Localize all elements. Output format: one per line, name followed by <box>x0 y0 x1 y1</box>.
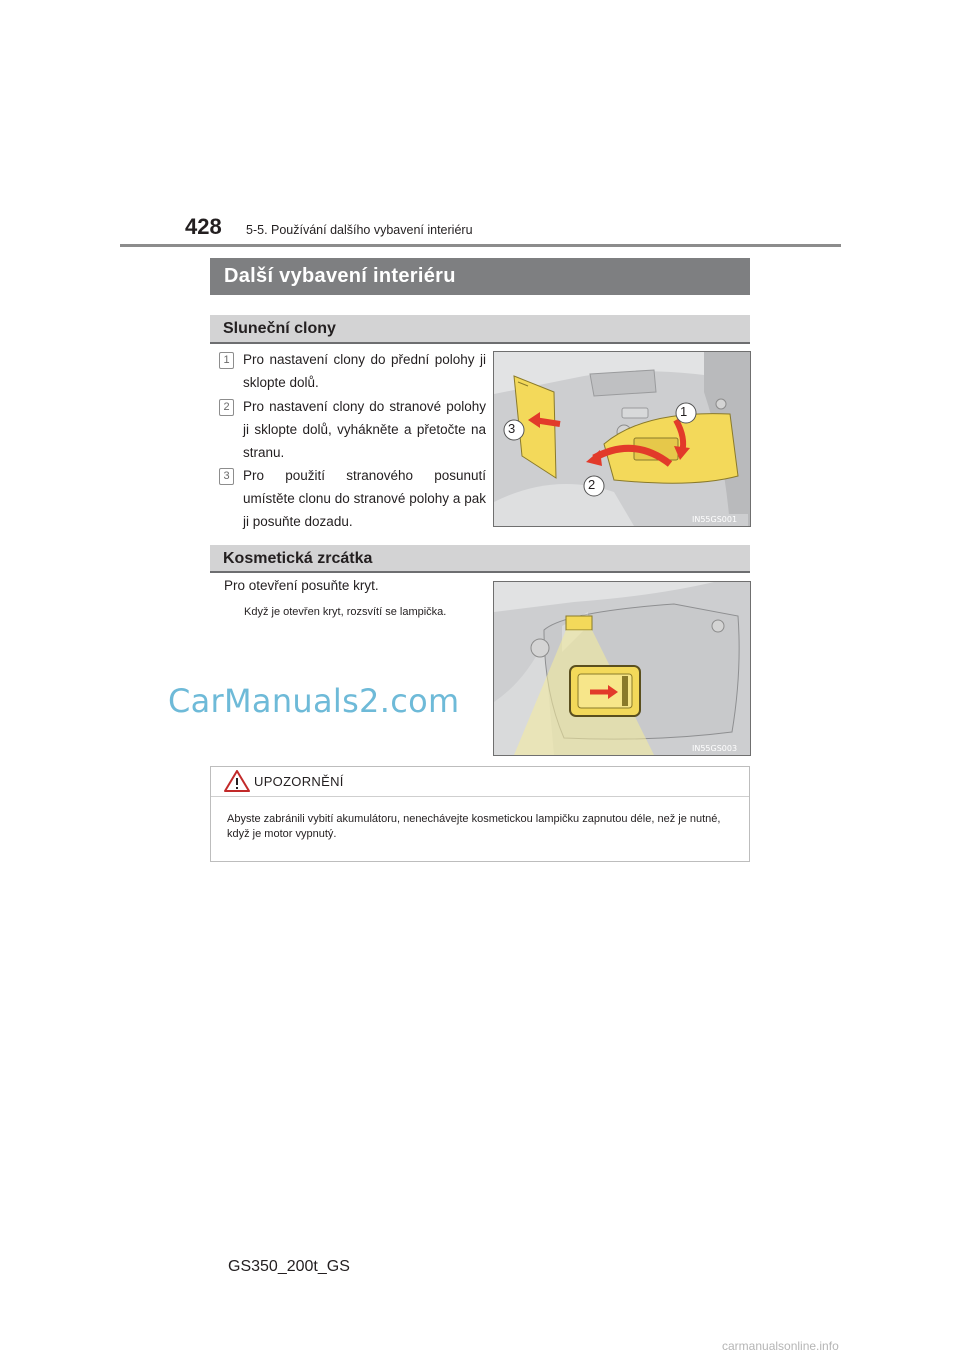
vanity-mirrors-header-rule <box>210 571 750 573</box>
step-number-1: 1 <box>219 352 234 369</box>
vanity-mirror-note: Když je otevřen kryt, rozsvítí se lampička. <box>244 606 447 618</box>
footer-model: GS350_200t_GS <box>228 1258 350 1275</box>
step-text-2: Pro nastavení clony do stranové polohy ji sklopte dolů, vyhákněte a přetočte na stranu. <box>243 399 486 460</box>
caution-title: UPOZORNĚNÍ <box>254 774 344 789</box>
step-text-3: Pro použití stranového posunutí umístěte clonu do stranové polohy a pak ji posuňte dozadu. <box>243 468 486 529</box>
vanity-mirror-figure <box>493 581 751 756</box>
step-number-3: 3 <box>219 468 234 485</box>
header-rule <box>120 244 841 247</box>
callout-3: 3 <box>508 421 516 436</box>
footer-site-link[interactable]: carmanualsonline.info <box>722 1339 839 1353</box>
callout-1: 1 <box>680 404 688 419</box>
sun-visors-title: Sluneční clony <box>223 320 336 337</box>
warning-icon <box>224 770 250 792</box>
sun-visor-figure <box>493 351 751 527</box>
breadcrumb: 5-5. Používání dalšího vybavení interiéru <box>246 223 473 237</box>
caution-divider <box>211 796 749 797</box>
figure-code: IN55GS003 <box>692 744 738 753</box>
section-title: Další vybavení interiéru <box>224 265 456 287</box>
callout-2: 2 <box>588 477 596 492</box>
vanity-mirror-illustration <box>494 582 750 755</box>
figure-code: IN55GS001 <box>692 515 738 524</box>
step-text-1: Pro nastavení clony do přední polohy ji sklopte dolů. <box>243 352 486 390</box>
sun-visor-illustration <box>494 352 750 526</box>
watermark: CarManuals2.com <box>168 682 460 720</box>
vanity-mirrors-title: Kosmetická zrcátka <box>223 550 373 567</box>
vanity-mirror-instruction: Pro otevření posuňte kryt. <box>224 578 379 593</box>
caution-text: Abyste zabránili vybití akumulátoru, nenechávejte kosmetickou lampičku zapnutou déle, než je nutné, když je motor vypnutý. <box>227 813 721 840</box>
page-number: 428 <box>185 214 222 239</box>
sun-visors-header-rule <box>210 342 750 344</box>
step-number-2: 2 <box>219 399 234 416</box>
